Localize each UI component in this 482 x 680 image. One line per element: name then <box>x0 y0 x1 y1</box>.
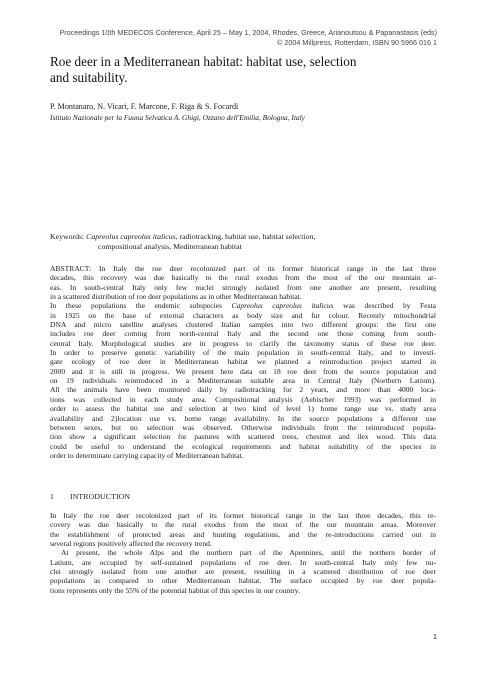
keywords-label: Keywords: <box>50 232 85 241</box>
abstract-line: in 1925 on the base of external characters as body size and fur colour. Recently mitochondrial <box>50 310 436 320</box>
abstract-line: DNA and micro satellite analyses clustered Italian samples into two different groups: the first one <box>50 320 436 330</box>
intro-line: clei strongly isolated from one another are present, resulting in a scattered distribution of roe deer <box>50 567 436 577</box>
intro-line: populations as compared to other Mediterranean habitat. The surface occupied by roe deer popula- <box>50 576 436 586</box>
running-header <box>17 28 437 48</box>
abstract-line: All the animals have been monitored daily by radiotracking for 2 years, and more than 4000 loca- <box>50 385 436 395</box>
intro-line: tions represents only the 55% of the potential habitat of this species in our country. <box>50 585 300 595</box>
abstract-line: on 19 individuals reintroduced in a Mediterranean suitable area in Central Italy (Northern Latium). <box>50 376 436 386</box>
abstract-line: tion show a significant selection for pastures with scattered trees, chestnut and ilex wood. This data <box>50 432 436 442</box>
copyright-line: © 2004 Millpress, Rotterdam, ISBN 90 5966 016 1 <box>277 38 437 47</box>
abstract-line: includes roe deer coming from north-central Italy and the second one those coming from south- <box>50 329 436 339</box>
proceedings-line: Proceedings 10th MEDECOS Conference, April 25 – May 1, 2004, Rhodes, Greece, Arianoutsou & Papanastasis (eds) <box>59 28 437 37</box>
title-line-2: and suitability. <box>50 69 128 85</box>
keywords-rest: , radiotracking, habitat use, habitat selection, <box>175 232 316 241</box>
abstract-line <box>50 301 436 310</box>
keywords-line-2: compositional analysis, Mediterranean habitat <box>98 242 242 251</box>
author-list: P. Montanaro, N. Vicari, F. Marcone, F. Riga & S. Focardi <box>50 102 239 111</box>
abstract-line: decades, this recovery was due basically to the rural exodus from the most of the our mountain ar- <box>50 273 436 283</box>
abstract-line: availability and 2)location use vs. home range availability. In the source populations a different use <box>50 413 436 423</box>
intro-line: In Italy the roe deer recolonized part of its former historical range in the last three decades, this re- <box>50 511 436 520</box>
intro-line: the establishment of protected areas and hunting regulations, and the re-introductions carried out in <box>50 529 436 539</box>
introduction-body <box>50 511 436 595</box>
section-number: 1 <box>50 492 54 501</box>
section-title: INTRODUCTION <box>70 492 131 501</box>
abstract-line: order to determinate carrying capacity of Mediterranean habitat. <box>50 450 244 460</box>
section-heading-introduction <box>50 492 130 502</box>
intro-line: several regions positively affected the recovery trend. <box>50 539 212 549</box>
page-number: 1 <box>432 632 437 641</box>
keywords-species: Capreolus capreolus italicus <box>86 232 176 241</box>
abstract-line: tions was collected in each study area. Compositional analysis (Aebischer 1993) was performed in <box>50 394 436 404</box>
abstract-line: gate ecology of roe deer in Mediterranean habitat we planned a reintroduction project started in <box>50 357 436 367</box>
keywords-line-1 <box>50 232 440 242</box>
intro-line: covery was due basically to the rural exodus from the most of the our mountain areas. Moreover <box>50 520 436 530</box>
abstract-species: Capreolus capreolus italicus <box>231 301 334 311</box>
abstract-line: order to assess the habitat use and selection at two kind of level 1) home range use vs. study area <box>50 404 436 414</box>
intro-line: At present, the whole Alps and the northern part of the Apennines, until the northern border of <box>61 548 436 558</box>
title-line-1: Roe deer in a Mediterranean habitat: habitat use, selection <box>50 54 357 69</box>
abstract-line: In order to preserve genetic variability of the main population in south-central Italy, and to investi- <box>50 348 436 358</box>
abstract-fragment: was described by Festa <box>333 301 436 311</box>
abstract-line: central Italy. Morphological studies are in progress to clarify the taxonomy status of these roe deer. <box>50 338 436 348</box>
abstract-line: 2000 and it is still in progress. We present here data on 18 roe deer from the source population and <box>50 366 436 376</box>
keywords-block <box>50 232 440 252</box>
abstract-line: eas. In south-central Italy only few nuclei strongly isolated from one another are present, resulting <box>50 282 436 292</box>
abstract-line: between sexes, but no selection was observed. Otherwise individuals from the reintroduced popula- <box>50 422 436 432</box>
affiliation: Istituto Nazionale per la Fauna Selvatica A. Ghigi, Ozzano dell'Emilia, Bologna, Italy <box>50 113 305 122</box>
abstract-fragment: In these populations the endemic subspecies <box>50 301 222 311</box>
intro-line: Latium, are occupied by self-sustained populations of roe deer. In south-central Italy only few nu- <box>50 557 436 567</box>
abstract-line: could be useful to understand the ecological requirements and habitat suitability of the species in <box>50 441 436 451</box>
abstract-line: in a scattered distribution of roe deer populations as in other Mediterranean habitat. <box>50 292 302 302</box>
paper-title <box>50 54 410 85</box>
abstract-line: ABSTRACT: In Italy the roe deer recolonized part of its former historical range in the last three <box>50 264 436 273</box>
abstract <box>50 264 436 460</box>
